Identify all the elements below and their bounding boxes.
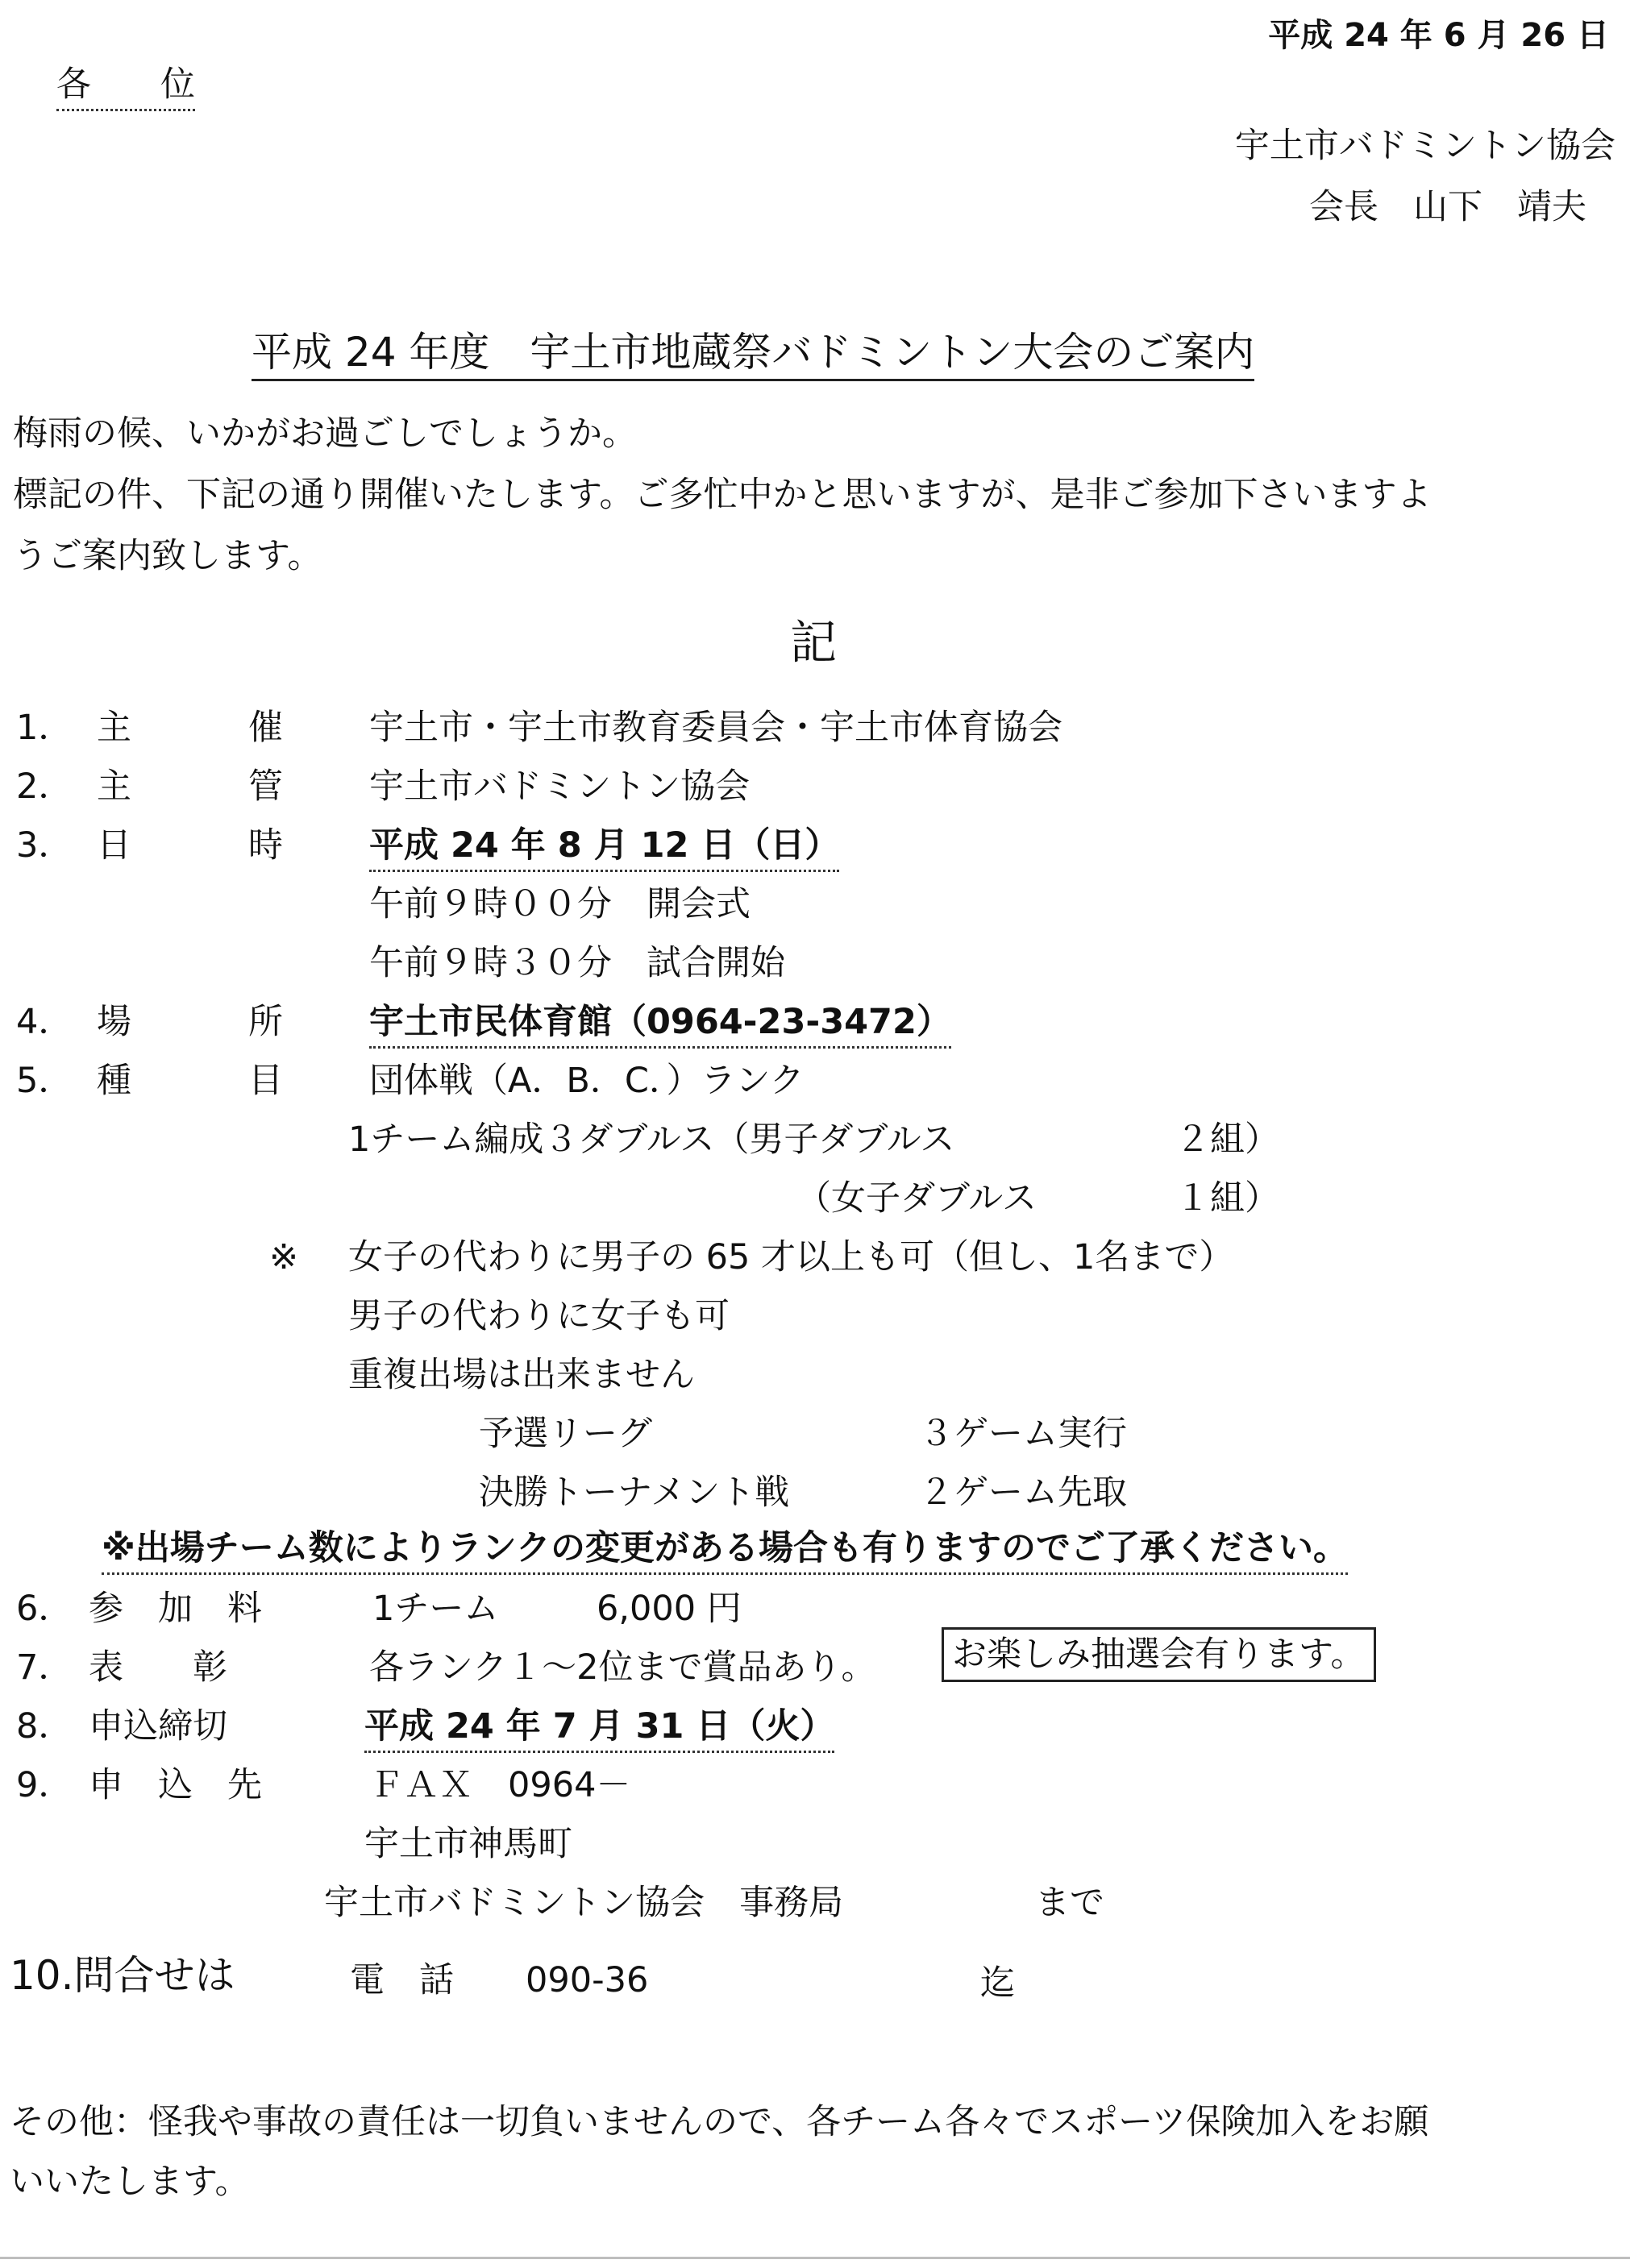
lottery-notice bbox=[942, 1635, 1376, 1675]
item-3-number: 3． bbox=[16, 825, 73, 866]
scan-edge-line bbox=[0, 2257, 1630, 2259]
item-3-date bbox=[369, 825, 840, 866]
addressee-label: 各 位 bbox=[56, 64, 195, 111]
item-9-fax: ＦＡＸ 0964－ bbox=[369, 1765, 631, 1805]
item-4-venue-text: 宇土市民体育館（0964-23-3472） bbox=[369, 1002, 951, 1049]
item-8-deadline bbox=[364, 1706, 835, 1747]
document-title bbox=[252, 329, 1255, 376]
item-5-number: 5． bbox=[16, 1061, 73, 1101]
item-3-label-b: 時 bbox=[248, 825, 283, 866]
item-3-date-text: 平成 24 年 8 月 12 日（日） bbox=[369, 825, 839, 872]
men-doubles-count: ２組） bbox=[1175, 1119, 1279, 1160]
title-text: 平成 24 年度 宇土市地蔵祭バドミントン大会のご案内 bbox=[252, 329, 1254, 381]
final-label: 決勝トーナメント戦 bbox=[479, 1473, 790, 1513]
item-7-number: 7． bbox=[16, 1647, 73, 1688]
item-2-label-a: 主 bbox=[97, 766, 131, 807]
item-7-value: 各ランク１～2位まで賞品あり。 bbox=[369, 1647, 876, 1688]
intro-line-2: 標記の件、下記の通り開催いたします。ご多忙中かと思いますが、是非ご参加下さいますよ bbox=[13, 475, 1432, 515]
intro-line-3: うご案内致します。 bbox=[13, 536, 322, 576]
item-6-fee: 6,000 円 bbox=[597, 1589, 742, 1629]
item-2-number: 2． bbox=[16, 766, 73, 807]
women-doubles: （女子ダブルス bbox=[796, 1178, 1037, 1219]
item-5-value: 団体戦（A．B．C．）ランク bbox=[369, 1061, 805, 1101]
sender-organization: 宇土市バドミントン協会 bbox=[1234, 126, 1615, 166]
item-4-venue bbox=[369, 1002, 951, 1042]
item-1-number: 1． bbox=[16, 708, 73, 748]
final-value: ２ゲーム先取 bbox=[919, 1473, 1127, 1513]
item-8-label: 申込締切 bbox=[89, 1706, 227, 1747]
item-6-value: 1チーム bbox=[372, 1589, 499, 1629]
item-1-label-b: 催 bbox=[248, 708, 283, 748]
rank-notice bbox=[102, 1528, 1348, 1568]
ki-heading: 記 bbox=[790, 615, 838, 670]
opening-ceremony-time: 午前９時００分 開会式 bbox=[369, 884, 751, 924]
note-line-3: 重複出場は出来ません bbox=[348, 1355, 695, 1395]
league-value: ３ゲーム実行 bbox=[919, 1414, 1127, 1454]
item-9-number: 9． bbox=[16, 1765, 73, 1805]
item-5-label-b: 目 bbox=[248, 1061, 283, 1101]
intro-line-1: 梅雨の候、いかがお過ごしでしょうか。 bbox=[13, 413, 637, 454]
item-1-value: 宇土市・宇土市教育委員会・宇土市体育協会 bbox=[369, 708, 1062, 748]
item-4-label-b: 所 bbox=[248, 1002, 283, 1042]
lottery-notice-text: お楽しみ抽選会有ります。 bbox=[942, 1627, 1376, 1682]
item-10-tel: 090-36 bbox=[526, 1960, 649, 2000]
item-9-address: 宇土市神馬町 bbox=[364, 1824, 572, 1864]
note-line-2: 男子の代わりに女子も可 bbox=[348, 1296, 730, 1336]
item-10-made: 迄 bbox=[980, 1963, 1015, 2004]
item-8-number: 8． bbox=[16, 1706, 73, 1747]
match-start-time: 午前９時３０分 試合開始 bbox=[369, 943, 785, 983]
women-doubles-count: １組） bbox=[1175, 1178, 1279, 1219]
item-10-tel-label: 電 話 bbox=[350, 1960, 454, 2000]
item-2-label-b: 管 bbox=[248, 766, 283, 807]
team-composition: 1チーム編成３ダブルス（男子ダブルス bbox=[348, 1119, 955, 1160]
item-6-number: 6． bbox=[16, 1589, 73, 1629]
item-1-label-a: 主 bbox=[97, 708, 131, 748]
league-label: 予選リーグ bbox=[479, 1414, 652, 1454]
sender-chair: 会長 山下 靖夫 bbox=[1309, 187, 1586, 227]
item-7-label: 表 彰 bbox=[89, 1647, 227, 1688]
item-10-label: 10.問合せは bbox=[10, 1952, 235, 1999]
item-9-office: 宇土市バドミントン協会 事務局 bbox=[324, 1883, 844, 1923]
item-4-label-a: 場 bbox=[97, 1002, 131, 1042]
item-9-label: 申 込 先 bbox=[89, 1765, 262, 1805]
note-mark: ※ bbox=[269, 1237, 299, 1277]
addressee bbox=[56, 64, 195, 105]
item-6-label: 参 加 料 bbox=[89, 1589, 262, 1629]
item-9-made: まで bbox=[1035, 1883, 1104, 1923]
item-5-label-a: 種 bbox=[97, 1061, 131, 1101]
footer-line-2: いいたします。 bbox=[10, 2162, 250, 2202]
item-3-label-a: 日 bbox=[97, 825, 131, 866]
item-8-deadline-text: 平成 24 年 7 月 31 日（火） bbox=[364, 1706, 834, 1753]
document-date: 平成 24 年 6 月 26 日 bbox=[1268, 17, 1609, 54]
item-2-value: 宇土市バドミントン協会 bbox=[369, 766, 751, 807]
footer-line-1: その他：怪我や事故の責任は一切負いませんので、各チーム各々でスポーツ保険加入をお願 bbox=[10, 2102, 1429, 2142]
note-line-1: 女子の代わりに男子の 65 才以上も可（但し、1名まで） bbox=[348, 1237, 1234, 1277]
rank-notice-text: ※出場チーム数によりランクの変更がある場合も有りますのでご了承ください。 bbox=[102, 1528, 1348, 1575]
item-4-number: 4． bbox=[16, 1002, 73, 1042]
